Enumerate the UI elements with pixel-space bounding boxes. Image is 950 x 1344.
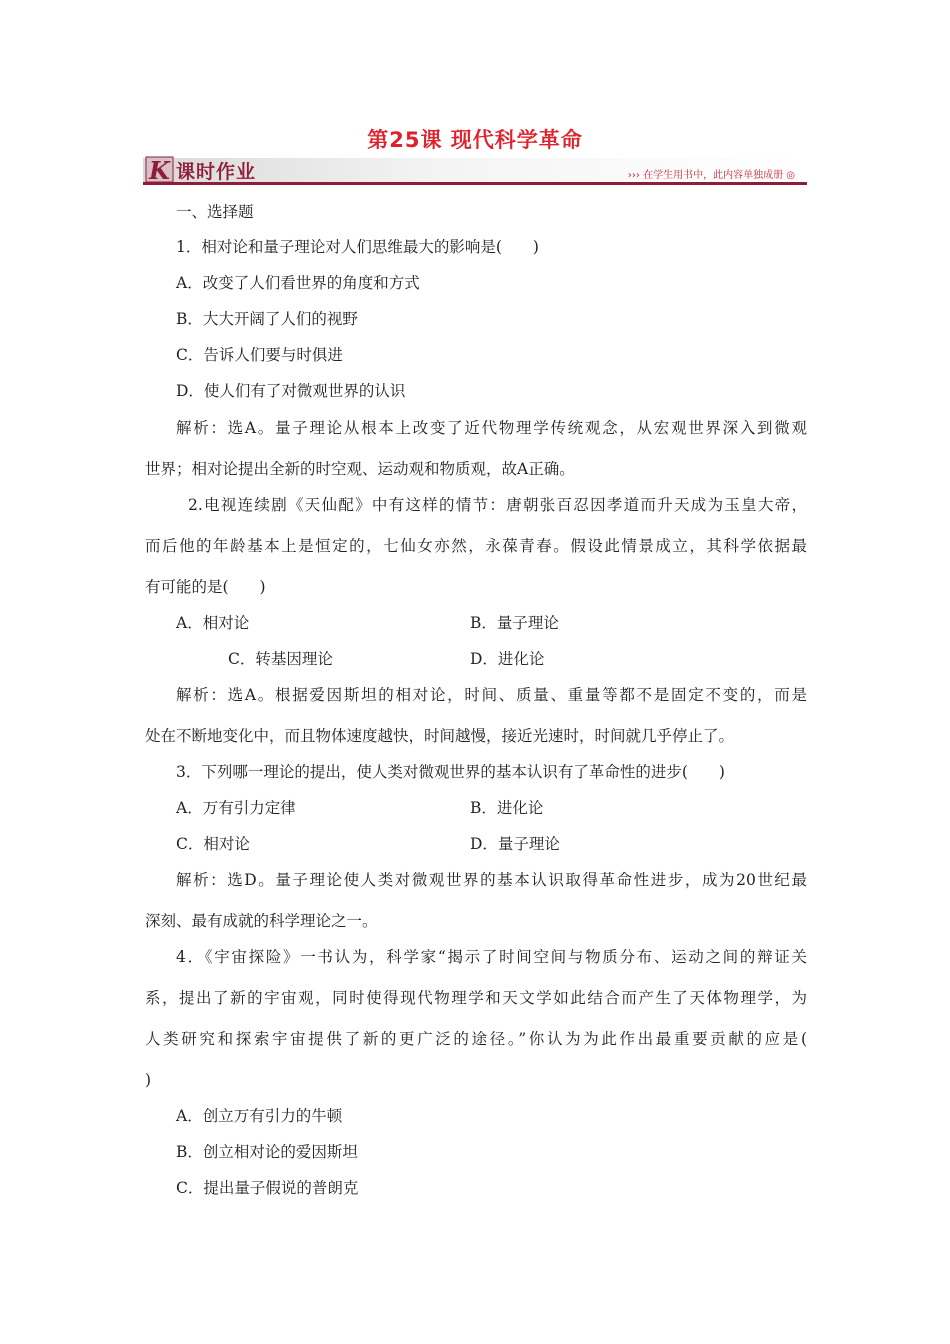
q4-option-a: A．创立万有引力的牛顿 [176, 1107, 343, 1125]
q4-stem-line-1: 4．《宇宙探险》一书认为，科学家“揭示了时间空间与物质分布、运动之间的辩证关 [176, 948, 807, 966]
q4-option-b: B．创立相对论的爱因斯坦 [176, 1143, 358, 1161]
q2-analysis-line-1: 解析：选A。根据爱因斯坦的相对论，时间、质量、重量等都不是固定不变的，而是 [176, 686, 807, 704]
q4-stem-line-4: ) [145, 1071, 152, 1089]
q1-analysis-line-2: 世界；相对论提出全新的时空观、运动观和物质观，故A正确。 [145, 460, 575, 478]
q3-analysis-line-1: 解析：选D。量子理论使人类对微观世界的基本认识取得革命性进步，成为20世纪最 [176, 871, 807, 889]
homework-banner [143, 152, 807, 188]
q3-option-a: A．万有引力定律 [176, 799, 296, 817]
q1-stem: 1．相对论和量子理论对人们思维最大的影响是( ) [176, 238, 539, 256]
q1-option-d: D．使人们有了对微观世界的认识 [176, 382, 406, 400]
q1-option-a: A．改变了人们看世界的角度和方式 [176, 274, 420, 292]
k-logo-icon [145, 154, 175, 184]
q1-analysis-line-1: 解析：选A。量子理论从根本上改变了近代物理学传统观念，从宏观世界深入到微观 [176, 419, 807, 437]
q2-option-c: C．转基因理论 [228, 650, 333, 668]
q4-stem-line-2: 系，提出了新的宇宙观，同时使得现代物理学和天文学如此结合而产生了天体物理学，为 [145, 989, 807, 1007]
svg-text:K: K [149, 156, 170, 184]
q1-option-c: C．告诉人们要与时俱进 [176, 346, 343, 364]
banner-note: ››› 在学生用书中，此内容单独成册 ◎ [627, 170, 795, 181]
q2-stem-line-1: 2.电视连续剧《天仙配》中有这样的情节：唐朝张百忍因孝道而升天成为玉皇大帝， [188, 496, 807, 514]
q3-analysis-line-2: 深刻、最有成就的科学理论之一。 [145, 912, 378, 930]
q4-stem-line-3: 人类研究和探索宇宙提供了新的更广泛的途径。”你认为为此作出最重要贡献的应是( [145, 1030, 807, 1048]
q4-option-c: C．提出量子假说的普朗克 [176, 1179, 359, 1197]
section-heading: 一、选择题 [176, 203, 254, 221]
q2-option-b: B．量子理论 [470, 614, 559, 632]
q2-analysis-line-2: 处在不断地变化中，而且物体速度越快，时间越慢，接近光速时，时间就几乎停止了。 [145, 727, 735, 745]
page-title: 第25课 现代科学革命 [367, 128, 583, 152]
q2-option-a: A．相对论 [176, 614, 250, 632]
q3-option-b: B．进化论 [470, 799, 544, 817]
q3-option-d: D．量子理论 [470, 835, 560, 853]
q2-stem-line-2: 而后他的年龄基本上是恒定的，七仙女亦然，永葆青春。假设此情景成立，其科学依据最 [145, 537, 807, 555]
q2-option-d: D．进化论 [470, 650, 545, 668]
q2-stem-line-3: 有可能的是( ) [145, 578, 266, 596]
q1-option-b: B．大大开阔了人们的视野 [176, 310, 358, 328]
banner-label: 课时作业 [176, 161, 257, 183]
q3-option-c: C．相对论 [176, 835, 250, 853]
q3-stem: 3．下列哪一理论的提出，使人类对微观世界的基本认识有了革命性的进步( ) [176, 763, 725, 781]
